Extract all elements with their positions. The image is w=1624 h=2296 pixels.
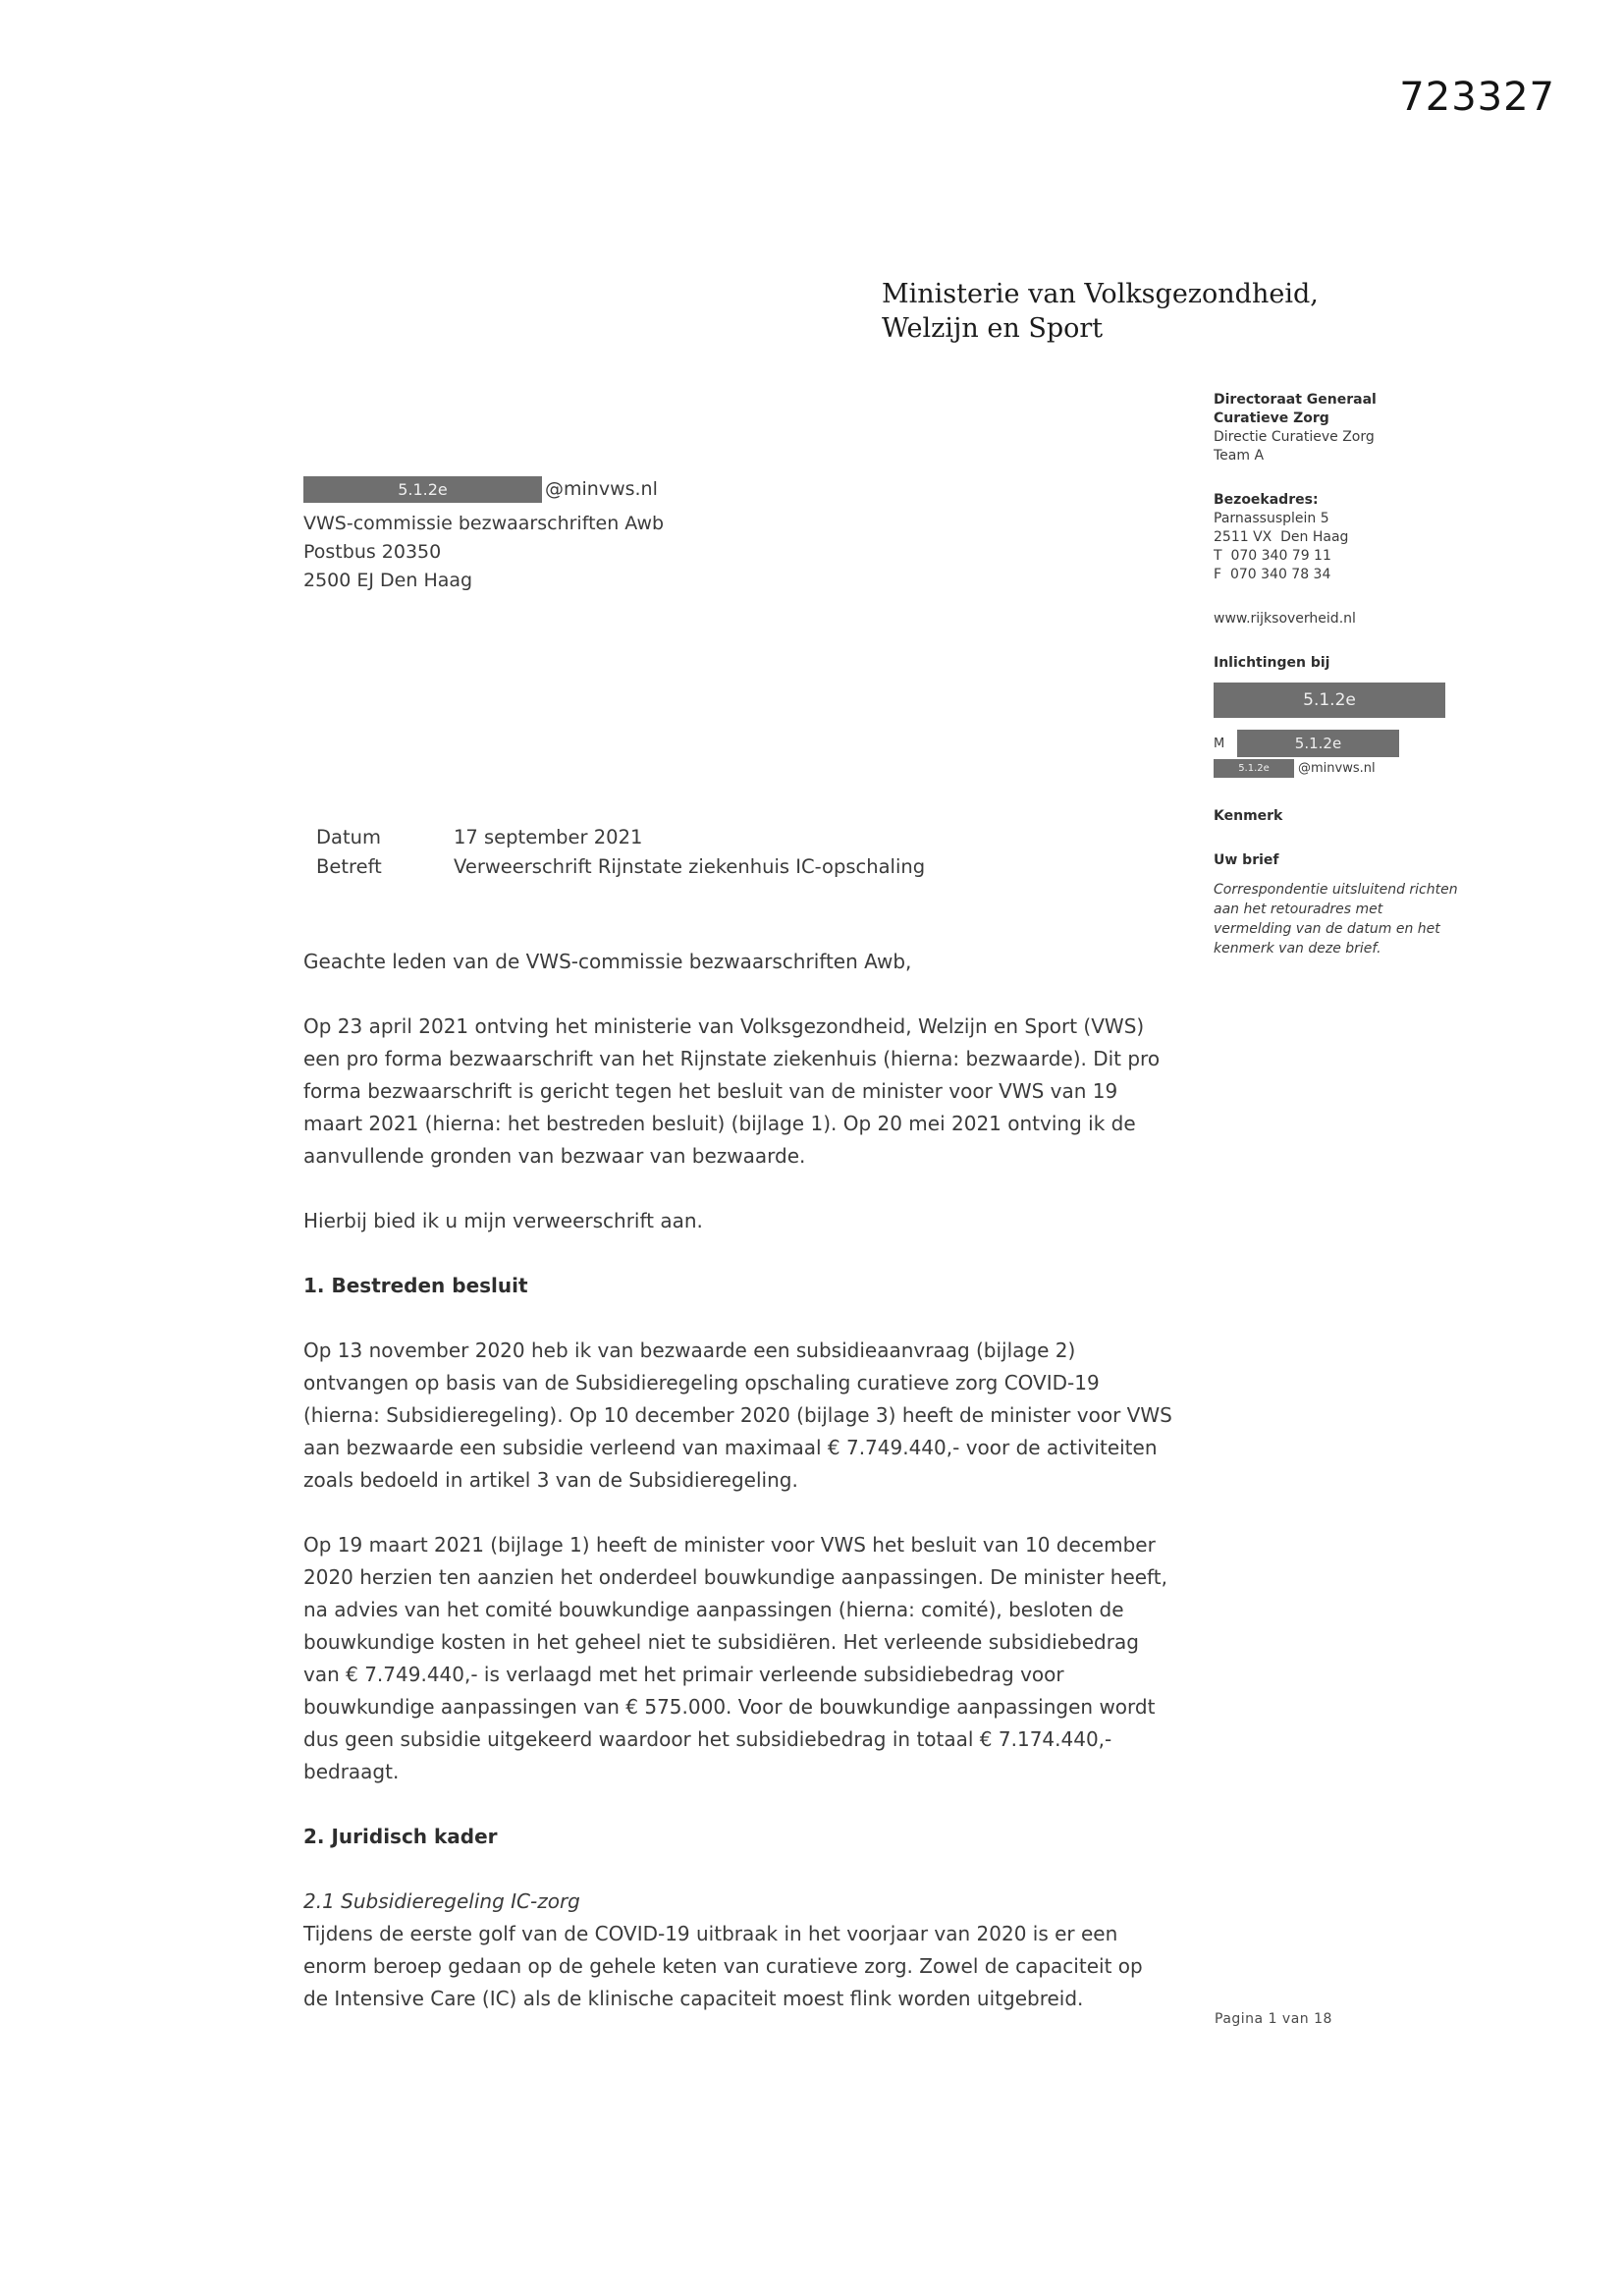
recipient-line-org: VWS-commissie bezwaarschriften Awb	[303, 513, 665, 534]
mobile-line	[1214, 730, 1461, 757]
phone-number: T 070 340 79 11	[1214, 548, 1331, 564]
kenmerk-label: Kenmerk	[1214, 808, 1283, 824]
section-heading-1: 1. Bestreden besluit	[303, 1274, 528, 1297]
letterhead-sidebar	[1214, 391, 1461, 958]
visit-address-label: Bezoekadres:	[1214, 492, 1319, 508]
recipient-email-domain: @minvws.nl	[545, 478, 658, 500]
ministry-wordmark-line1: Ministerie van Volksgezondheid,	[882, 279, 1319, 309]
recipient-line-postbus: Postbus 20350	[303, 541, 442, 563]
recipient-address-block	[303, 475, 664, 595]
betreft-value: Verweerschrift Rijnstate ziekenhuis IC-opschaling	[454, 855, 926, 878]
recipient-line-city: 2500 EJ Den Haag	[303, 570, 473, 591]
redaction-box: 5.1.2e	[1214, 683, 1445, 718]
ministry-wordmark-line2: Welzijn en Sport	[882, 313, 1104, 344]
website-url: www.rijksoverheid.nl	[1214, 611, 1356, 627]
sidebar-spacer	[1214, 584, 1461, 610]
sidebar-spacer	[1214, 673, 1461, 683]
paragraph: Tijdens de eerste golf van de COVID-19 uitbraak in het voorjaar van 2020 is er een enorm beroep gedaan op de gehele keten van curatieve zorg. Zowel de capaciteit op de Intensive Care (IC) als de klinische capaciteit moest flink worden uitgebreid.	[303, 1922, 1143, 2010]
sidebar-spacer	[1214, 718, 1461, 728]
datum-value: 17 september 2021	[454, 826, 643, 848]
fax-number: F 070 340 78 34	[1214, 567, 1331, 582]
directorate-line1: Directoraat Generaal	[1214, 392, 1377, 408]
sidebar-spacer	[1214, 629, 1461, 654]
salutation: Geachte leden van de VWS-commissie bezwaarschriften Awb,	[303, 950, 912, 973]
ministry-wordmark	[882, 277, 1319, 346]
datum-label: Datum	[316, 826, 381, 848]
correspondence-note: Correspondentie uitsluitend richten aan het retouradres met vermelding van de datum en het kenmerk van deze brief.	[1214, 882, 1458, 957]
betreft-label: Betreft	[316, 855, 382, 878]
paragraph: Op 19 maart 2021 (bijlage 1) heeft de minister voor VWS het besluit van 10 december 2020 herzien ten aanzien het onderdeel bouwkundige aanpassingen. De minister heeft, na advies van het comité bouwkundige aanpassingen (hierna: comité), besloten de bouwkundige kosten in het geheel niet te subsidiëren. Het verleende subsidiebedrag van € 7.749.440,- is verlaagd met het primair verleende subsidiebedrag voor bouwkundige aanpassingen van € 575.000. Voor de bouwkundige aanpassingen wordt dus geen subsidie uitgekeerd waardoor het subsidiebedrag in totaal € 7.174.440,- bedraagt.	[303, 1533, 1167, 1783]
sidebar-spacer	[1214, 778, 1461, 807]
betreft-row	[316, 852, 925, 882]
letter-meta-block	[316, 823, 925, 882]
team-line: Team A	[1214, 448, 1265, 464]
sidebar-spacer	[1214, 826, 1461, 851]
visit-address-city: 2511 VX Den Haag	[1214, 529, 1349, 545]
subsection-heading-2-1: 2.1 Subsidieregeling IC-zorg	[303, 1889, 580, 1913]
datum-row	[316, 823, 925, 852]
contact-email-domain: @minvws.nl	[1298, 761, 1376, 776]
paragraph: Hierbij bied ik u mijn verweerschrift aan.	[303, 1209, 703, 1232]
sidebar-spacer	[1214, 870, 1461, 880]
document-number: 723327	[1399, 75, 1555, 120]
contact-email-line	[1214, 759, 1461, 778]
redaction-box: 5.1.2e	[303, 476, 542, 503]
paragraph: Op 13 november 2020 heb ik van bezwaarde een subsidieaanvraag (bijlage 2) ontvangen op basis van de Subsidieregeling opschaling curatieve zorg COVID-19 (hierna: Subsidieregeling). Op 10 december 2020 (bijlage 3) heeft de minister voor VWS aan bezwaarde een subsidie verleend van maximaal € 7.749.440,- voor de activiteiten zoals bedoeld in artikel 3 van de Subsidieregeling.	[303, 1339, 1172, 1492]
section-heading-2: 2. Juridisch kader	[303, 1825, 498, 1848]
redaction-box: 5.1.2e	[1214, 759, 1294, 778]
mobile-label: M	[1214, 736, 1225, 751]
recipient-email-line	[303, 475, 664, 504]
paragraph: Op 23 april 2021 ontving het ministerie van Volksgezondheid, Welzijn en Sport (VWS) een pro forma bezwaarschrift van het Rijnstate ziekenhuis (hierna: bezwaarde). Dit pro forma bezwaarschrift is gericht tegen het besluit van de minister voor VWS van 19 maart 2021 (hierna: het bestreden besluit) (bijlage 1). Op 20 mei 2021 ontving ik de aanvullende gronden van bezwaar van bezwaarde.	[303, 1014, 1161, 1168]
letter-body	[303, 946, 1172, 2048]
sidebar-spacer	[1214, 465, 1461, 491]
inlichtingen-label: Inlichtingen bij	[1214, 655, 1330, 671]
redaction-box: 5.1.2e	[1237, 730, 1399, 757]
directie-line: Directie Curatieve Zorg	[1214, 429, 1375, 445]
uw-brief-label: Uw brief	[1214, 852, 1279, 868]
directorate-line2: Curatieve Zorg	[1214, 410, 1329, 426]
page-number-footer: Pagina 1 van 18	[1215, 2011, 1332, 2027]
visit-address-street: Parnassusplein 5	[1214, 511, 1329, 526]
